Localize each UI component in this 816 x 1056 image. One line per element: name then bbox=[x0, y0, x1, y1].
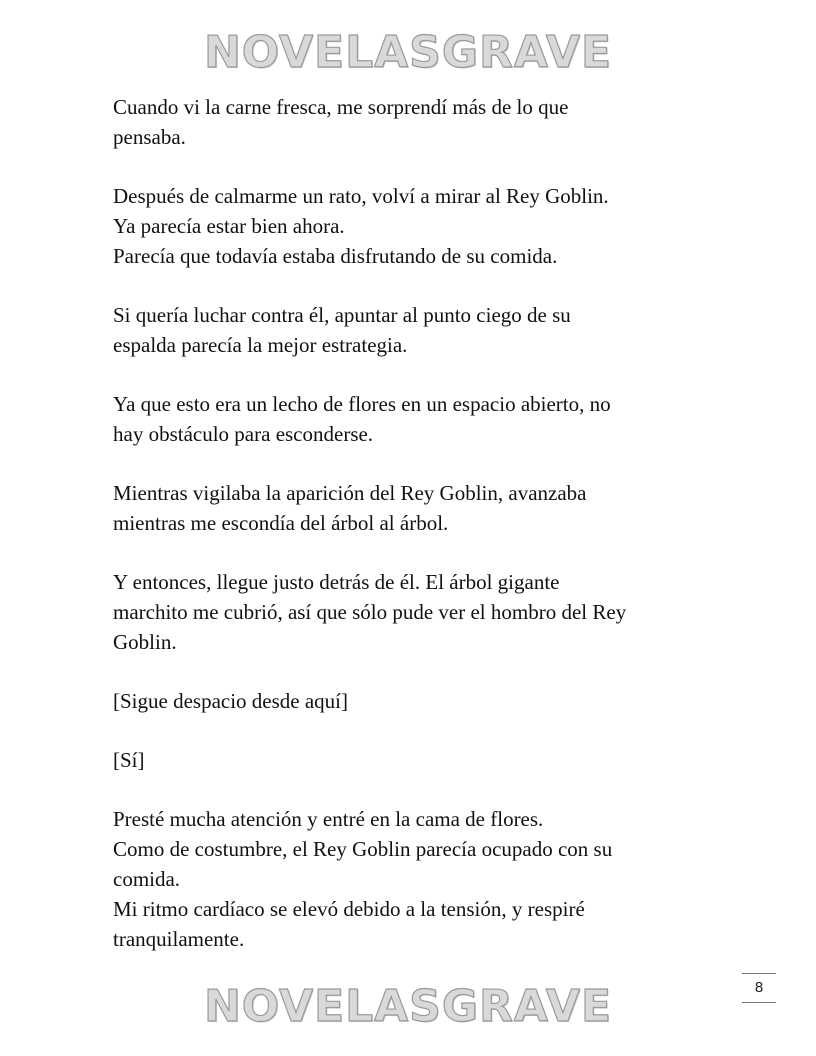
text-line: [Sí] bbox=[113, 748, 145, 772]
text-line: hay obstáculo para esconderse. bbox=[113, 422, 374, 446]
text-line: Y entonces, llegue justo detrás de él. El árbol gigante bbox=[113, 570, 560, 594]
text-line: espalda parecía la mejor estrategia. bbox=[113, 333, 408, 357]
text-line: Mi ritmo cardíaco se elevó debido a la tensión, y respiré bbox=[113, 897, 585, 921]
watermark-bottom: NOVELASGRAVE bbox=[203, 981, 613, 1032]
text-line: tranquilamente. bbox=[113, 927, 245, 951]
text-line: marchito me cubrió, así que sólo pude ver el hombro del Rey bbox=[113, 600, 627, 624]
text-line: Ya parecía estar bien ahora. bbox=[113, 214, 345, 238]
text-line: Ya que esto era un lecho de flores en un espacio abierto, no bbox=[113, 392, 611, 416]
text-line: Como de costumbre, el Rey Goblin parecía ocupado con su bbox=[113, 837, 613, 861]
text-line: Parecía que todavía estaba disfrutando de su comida. bbox=[113, 244, 558, 268]
text-line: Después de calmarme un rato, volví a mirar al Rey Goblin. bbox=[113, 184, 609, 208]
page-number: 8 bbox=[742, 973, 776, 1003]
text-line: comida. bbox=[113, 867, 181, 891]
paragraph bbox=[113, 181, 713, 271]
paragraph bbox=[113, 478, 713, 538]
paragraph bbox=[113, 300, 713, 360]
paragraph bbox=[113, 686, 713, 716]
text-line: Goblin. bbox=[113, 630, 177, 654]
text-line: Si quería luchar contra él, apuntar al punto ciego de su bbox=[113, 303, 571, 327]
paragraph bbox=[113, 389, 713, 449]
paragraph bbox=[113, 804, 713, 954]
paragraph bbox=[113, 567, 713, 657]
paragraph bbox=[113, 92, 713, 152]
text-line: mientras me escondía del árbol al árbol. bbox=[113, 511, 449, 535]
text-line: [Sigue despacio desde aquí] bbox=[113, 689, 349, 713]
text-line: Cuando vi la carne fresca, me sorprendí más de lo que bbox=[113, 95, 569, 119]
text-line: Presté mucha atención y entré en la cama de flores. bbox=[113, 807, 544, 831]
watermark-top: NOVELASGRAVE bbox=[203, 27, 613, 78]
text-line: pensaba. bbox=[113, 125, 186, 149]
paragraph bbox=[113, 745, 713, 775]
text-line: Mientras vigilaba la aparición del Rey Goblin, avanzaba bbox=[113, 481, 587, 505]
page-body bbox=[113, 92, 713, 983]
